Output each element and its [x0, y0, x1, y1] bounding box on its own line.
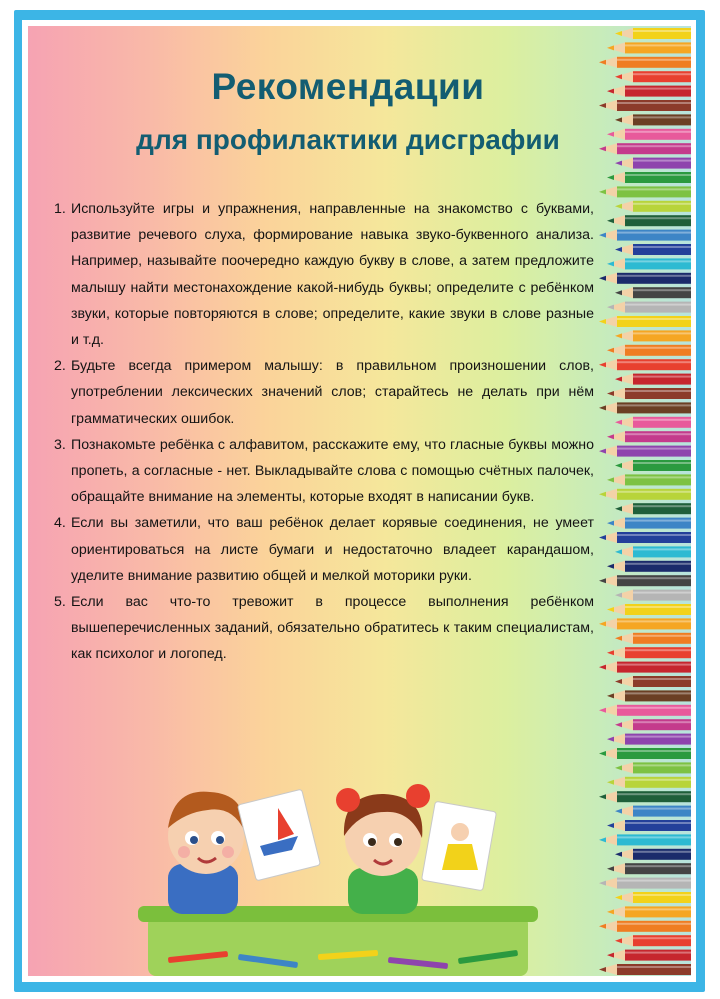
pencil	[615, 28, 691, 39]
pencil	[615, 503, 691, 514]
pencils-border-illustration	[596, 26, 691, 976]
pencil	[615, 158, 691, 169]
pencil	[599, 57, 691, 68]
pencil	[607, 734, 691, 745]
pencil	[615, 762, 691, 773]
item-text: Если вы заметили, что ваш ребёнок делает корявые соединения, не умеет ориентироваться на листе бумаги и недостаточно владеет карандашом, уделите внимание развитию общей и мелкой моторики руки.	[71, 515, 594, 584]
pencil	[599, 748, 691, 759]
pencil	[607, 604, 691, 615]
pencil	[607, 215, 691, 226]
pencil	[607, 647, 691, 658]
pencil	[607, 172, 691, 183]
pencil	[599, 791, 691, 802]
pencil	[615, 719, 691, 730]
pencil	[607, 863, 691, 874]
pencil	[599, 230, 691, 241]
girl-figure	[336, 784, 430, 914]
pencil	[607, 777, 691, 788]
pencil	[607, 302, 691, 313]
pencil	[607, 129, 691, 140]
item-number: 4.	[54, 515, 66, 532]
item-text: Используйте игры и упражнения, направленные на знакомство с буквами, развитие речевого слуха, формирование навыка звуко-буквенного анализа. Например, называйте поочередно каждую букву в слове, а затем предложите малышу найти местонахождение какой-нибудь буквы; определите с ребёнком звуки, которые повторяются в слове; определите, какие звуки в слове разные и т.д.	[71, 201, 594, 349]
poster-title: Рекомендации	[211, 66, 485, 107]
item-number: 1.	[54, 201, 66, 217]
boy-figure	[168, 792, 244, 914]
pencil	[607, 431, 691, 442]
boy-drawing-sheet	[238, 789, 321, 881]
pencil	[599, 662, 691, 673]
list-item	[54, 432, 594, 511]
pencil	[599, 834, 691, 845]
pencil	[599, 618, 691, 629]
item-number: 5.	[54, 594, 66, 611]
recommendations-list	[54, 196, 594, 668]
pencil	[615, 417, 691, 428]
children-illustration	[128, 766, 548, 976]
pencil	[599, 402, 691, 413]
pencil	[615, 633, 691, 644]
pencil	[607, 258, 691, 269]
pencil	[615, 590, 691, 601]
pencil	[615, 201, 691, 212]
poster	[28, 26, 691, 976]
pencil	[599, 489, 691, 500]
pencil	[607, 950, 691, 961]
pencil	[599, 143, 691, 154]
pencil	[615, 546, 691, 557]
pencil	[615, 244, 691, 255]
pencil	[607, 906, 691, 917]
pencil	[607, 474, 691, 485]
pencil	[607, 518, 691, 529]
pencil	[607, 820, 691, 831]
pencil	[615, 676, 691, 687]
pencil	[599, 273, 691, 284]
list-item	[54, 353, 594, 432]
pencil	[615, 935, 691, 946]
pencil	[599, 446, 691, 457]
list-item	[54, 589, 594, 668]
pencil	[607, 42, 691, 53]
pencil	[599, 316, 691, 327]
pencil	[615, 806, 691, 817]
item-number: 3.	[54, 436, 66, 453]
item-text: Будьте всегда примером малышу: в правильном произношении слов, употреблении лексических значений слов; старайтесь не делать при нём грамматических ошибок.	[71, 358, 594, 427]
pencil	[615, 374, 691, 385]
pencil	[615, 849, 691, 860]
pencil	[615, 460, 691, 471]
pencil	[599, 186, 691, 197]
item-text: Познакомьте ребёнка с алфавитом, расскажите ему, что гласные буквы можно пропеть, а согласные - нет. Выкладывайте слова с помощью счётных палочек, обращайте внимание на элементы, которые входят в написании букв.	[71, 436, 594, 506]
pencil	[599, 575, 691, 586]
pencil	[607, 690, 691, 701]
pencil	[615, 287, 691, 298]
pencil	[607, 561, 691, 572]
poster-subtitle: для профилактики дисграфии	[136, 124, 560, 155]
pencil	[615, 892, 691, 903]
pencil	[607, 388, 691, 399]
pencil	[615, 114, 691, 125]
pencil	[599, 964, 691, 975]
item-number: 2.	[54, 358, 66, 375]
pencil	[615, 330, 691, 341]
desk	[148, 916, 528, 976]
pencil	[607, 345, 691, 356]
pencil	[599, 359, 691, 370]
list-item	[54, 510, 594, 589]
pencil	[599, 100, 691, 111]
pencil	[599, 532, 691, 543]
pencil	[607, 86, 691, 97]
girl-drawing-sheet	[422, 801, 497, 891]
pencil	[615, 71, 691, 82]
pencil	[599, 921, 691, 932]
list-item	[54, 196, 594, 353]
pencil	[599, 705, 691, 716]
pencil	[599, 878, 691, 889]
item-text: Если вас что-то тревожит в процессе выполнения ребёнком вышеперечисленных заданий, обязательно обратитесь к таким специалистам, как психолог и логопед.	[71, 594, 594, 663]
